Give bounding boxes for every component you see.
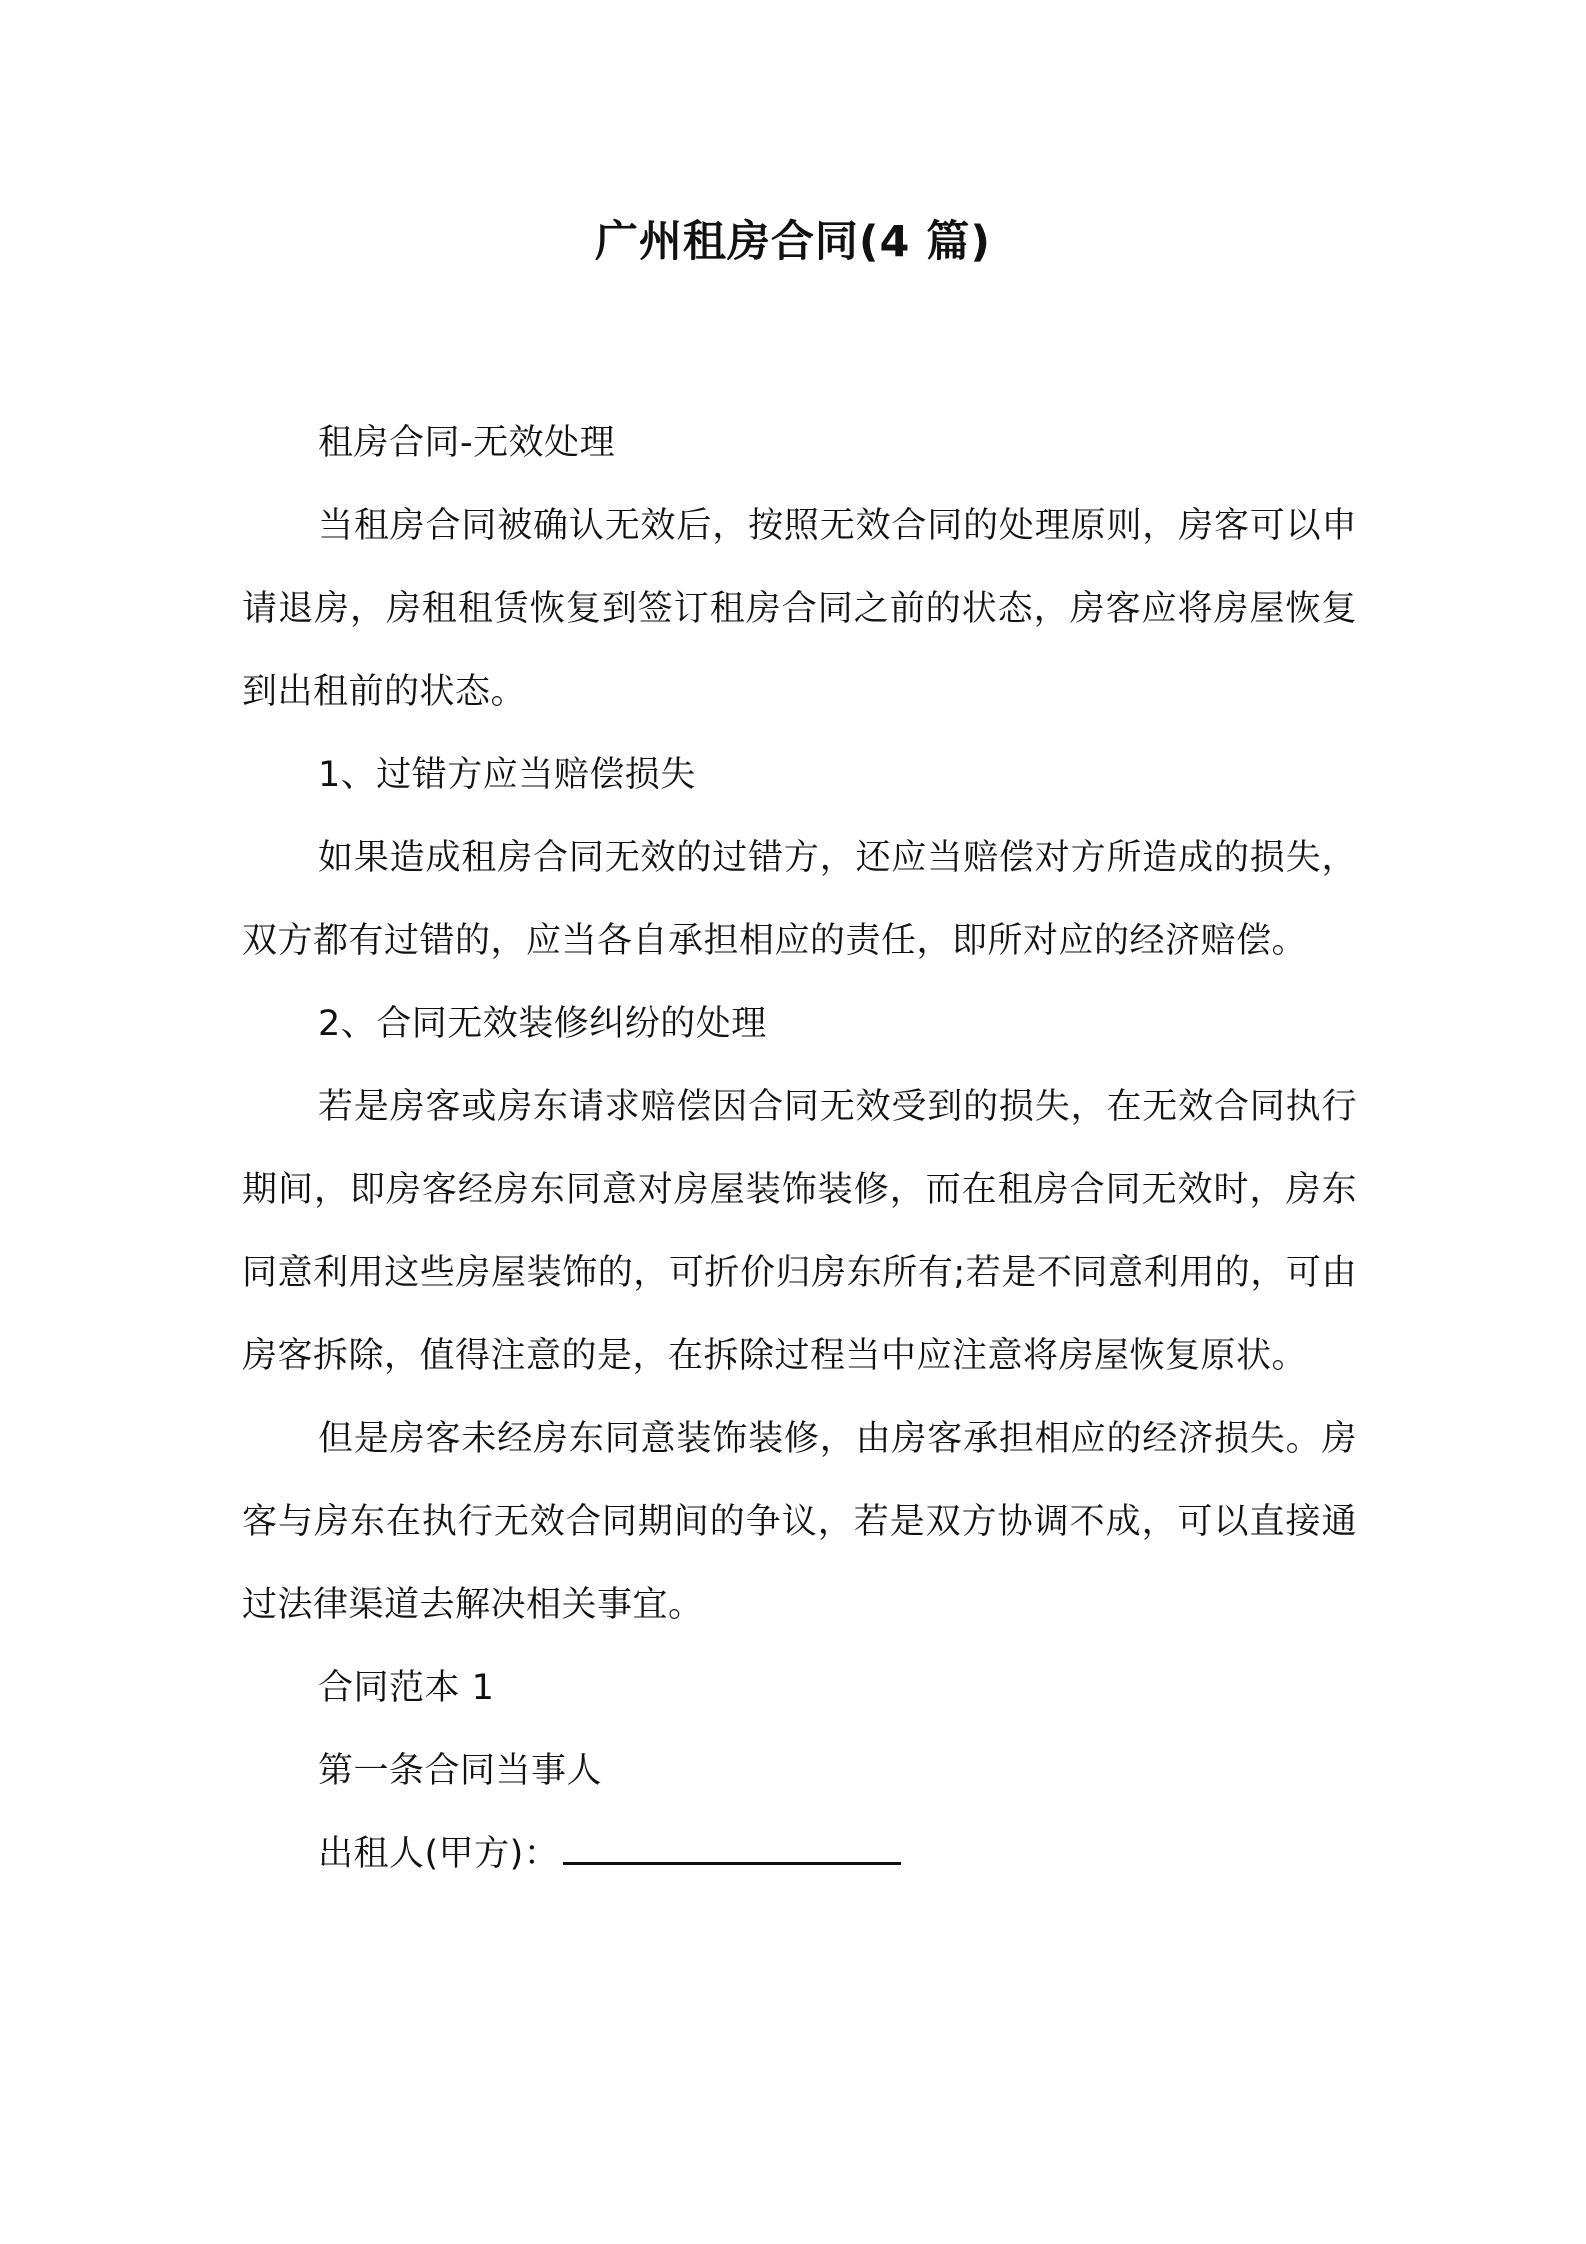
lessor-blank-line	[563, 1832, 901, 1865]
paragraph-unauthorized-renovation: 但是房客未经房东同意装饰装修，由房客承担相应的经济损失。房客与房东在执行无效合同期间的争议，若是双方协调不成，可以直接通过法律渠道去解决相关事宜。	[242, 1419, 1357, 1625]
lessor-field-row	[242, 1813, 1357, 1896]
paragraph-compensation: 如果造成租房合同无效的过错方，还应当赔偿对方所造成的损失，双方都有过错的，应当各自承担相应的责任，即所对应的经济赔偿。	[242, 838, 1357, 961]
section-heading-invalid-handling: 租房合同-无效处理	[318, 423, 616, 463]
section-heading-compensation: 1、过错方应当赔偿损失	[318, 755, 696, 795]
document-title: 广州租房合同(4 篇)	[594, 217, 992, 267]
sample-contract-heading: 合同范本 1	[318, 1668, 495, 1708]
lessor-label: 出租人(甲方)：	[318, 1834, 560, 1874]
paragraph-invalid-contract-principle: 当租房合同被确认无效后，按照无效合同的处理原则，房客可以申请退房，房租租赁恢复到签订租房合同之前的状态，房客应将房屋恢复到出租前的状态。	[242, 506, 1357, 712]
document-body	[242, 402, 1357, 1896]
section-heading-renovation-dispute: 2、合同无效装修纠纷的处理	[318, 1004, 767, 1044]
paragraph-renovation-dispute: 若是房客或房东请求赔偿因合同无效受到的损失，在无效合同执行期间，即房客经房东同意对房屋装饰装修，而在租房合同无效时，房东同意利用这些房屋装饰的，可折价归房东所有;若是不同意利用的，可由房客拆除，值得注意的是，在拆除过程当中应注意将房屋恢复原状。	[242, 1087, 1357, 1376]
article-one-heading: 第一条合同当事人	[318, 1751, 603, 1791]
